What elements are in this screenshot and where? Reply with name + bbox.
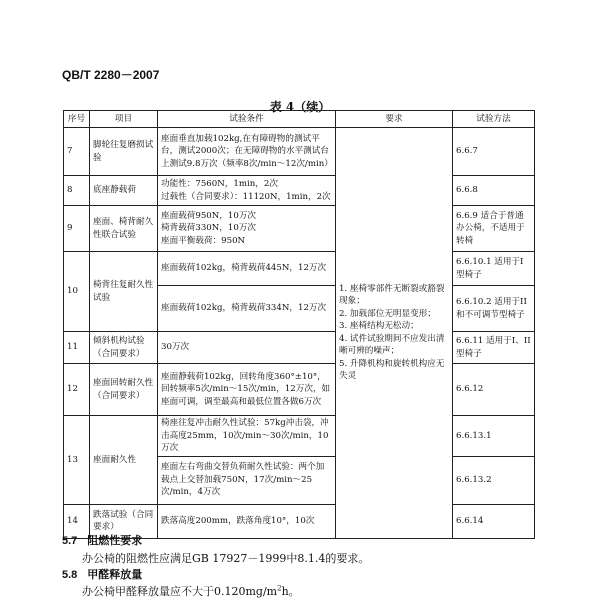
- row-item: 脚轮往复磨损试验: [90, 128, 158, 176]
- section-text-5-7: 办公椅的阻燃性应满足GB 17927－1999中8.1.4的要求。: [82, 552, 370, 565]
- table-header-row: [64, 111, 535, 128]
- row-condition: [158, 176, 336, 206]
- row-condition: 座面载荷102kg，椅背载荷334N，12万次: [158, 286, 336, 332]
- table-title: 表 4（续）: [269, 100, 331, 114]
- row-number: 9: [64, 206, 90, 252]
- row-condition: 座面左右弯曲交替负荷耐久性试验：两个加载点上交替加载750N，17次/min～25次/min，4万次: [158, 456, 336, 504]
- row-number: 14: [64, 504, 90, 538]
- table-row: [64, 176, 535, 206]
- row-item: 座面回转耐久性（合同要求）: [90, 364, 158, 416]
- table-row: [64, 332, 535, 364]
- table-row: [64, 206, 535, 252]
- row-method: 6.6.10.1 适用于I型椅子: [453, 252, 535, 286]
- row-method: 6.6.13.1: [453, 416, 535, 457]
- row-method: 6.6.13.2: [453, 456, 535, 504]
- condition-line: 功能性：7560N，1min，2次: [161, 179, 278, 189]
- header-condition: 试验条件: [158, 111, 336, 128]
- requirement-item: 3. 座椅结构无松动；: [339, 321, 419, 332]
- row-item: 座面、椅背耐久性联合试验: [90, 206, 158, 252]
- row-condition: 座面垂直加载102kg,在有障碍物的测试平台，测试2000次；在无障碍物的水平测试台上测试9.8万次（频率8次/min～12次/min）: [158, 128, 336, 176]
- section-title: 阻燃性要求: [87, 534, 143, 547]
- row-item: 跌落试验（合同要求）: [90, 504, 158, 538]
- row-method: 6.6.9 适合于普通办公椅，不适用于转椅: [453, 206, 535, 252]
- row-number: 12: [64, 364, 90, 416]
- header-method: 试验方法: [453, 111, 535, 128]
- table-row: [64, 364, 535, 416]
- row-method: 6.6.8: [453, 176, 535, 206]
- table-row: [64, 416, 535, 457]
- row-number: 13: [64, 416, 90, 505]
- section-title: 甲醛释放量: [87, 568, 143, 581]
- section-heading-5-8: [62, 566, 142, 582]
- header-item: 项目: [90, 111, 158, 128]
- row-number: 7: [64, 128, 90, 176]
- condition-line: 椅背载荷330N，10万次: [161, 223, 257, 234]
- requirement-item: 5. 升降机构和旋转机构应无失灵: [339, 358, 445, 382]
- test-spec-table: [63, 110, 535, 539]
- row-item: 座面耐久性: [90, 416, 158, 505]
- row-condition: 座面静载荷102kg，回转角度360°±10°，回转频率5次/min～15次/min，12万次，如座面可调，调至最高和最低位置各做6万次: [158, 364, 336, 416]
- requirement-item: 2. 加载部位无明显变形；: [339, 308, 436, 319]
- condition-line: 座面载荷950N，10万次: [161, 210, 257, 221]
- header-requirement: 要求: [336, 111, 453, 128]
- row-item: 椅背往复耐久性试验: [90, 252, 158, 332]
- section-number: 5.8: [62, 569, 78, 581]
- table-row: [64, 128, 535, 176]
- condition-line: 过载性（合同要求）：11120N，1min，2次: [161, 191, 331, 202]
- row-condition: 跌落高度200mm，跌落角度10°，10次: [158, 504, 336, 538]
- row-method: 6.6.14: [453, 504, 535, 538]
- row-condition: 椅座往复冲击耐久性试验：57kg冲击袋，冲击高度25mm，10次/min～30次/min，10万次: [158, 416, 336, 457]
- row-condition: 30万次: [158, 332, 336, 364]
- row-number: 8: [64, 176, 90, 206]
- row-number: 10: [64, 252, 90, 332]
- row-number: 11: [64, 332, 90, 364]
- requirement-item: 1. 座椅零部件无断裂或豁裂现象；: [339, 283, 445, 307]
- row-condition: [158, 206, 336, 252]
- condition-line: 座面平衡载荷：950N: [161, 235, 246, 246]
- section-heading-5-7: [62, 532, 142, 548]
- row-method: 6.6.7: [453, 128, 535, 176]
- row-item: 倾斜机构试验（合同要求）: [90, 332, 158, 364]
- header-no: 序号: [64, 111, 90, 128]
- section-text-5-8: [82, 583, 300, 599]
- section-number: 5.7: [62, 535, 78, 547]
- row-item: 底座静载荷: [90, 176, 158, 206]
- requirement-item: 4. 试件试验期间不应发出清晰可辨的噪声；: [339, 333, 445, 357]
- requirements-cell: [336, 128, 453, 539]
- standard-number: QB/T 2280－2007: [62, 68, 160, 82]
- unit-superscript: 2: [277, 584, 282, 593]
- row-condition: 座面载荷102kg，椅背载荷445N，12万次: [158, 252, 336, 286]
- row-method: 6.6.10.2 适用于II 和不可调节型椅子: [453, 286, 535, 332]
- row-method: 6.6.12: [453, 364, 535, 416]
- row-method: 6.6.11 适用于I、II 型椅子: [453, 332, 535, 364]
- table-row: [64, 252, 535, 286]
- unit-tail: h。: [281, 585, 300, 598]
- formaldehyde-text: 办公椅甲醛释放量应不大于0.120mg/m: [82, 585, 278, 598]
